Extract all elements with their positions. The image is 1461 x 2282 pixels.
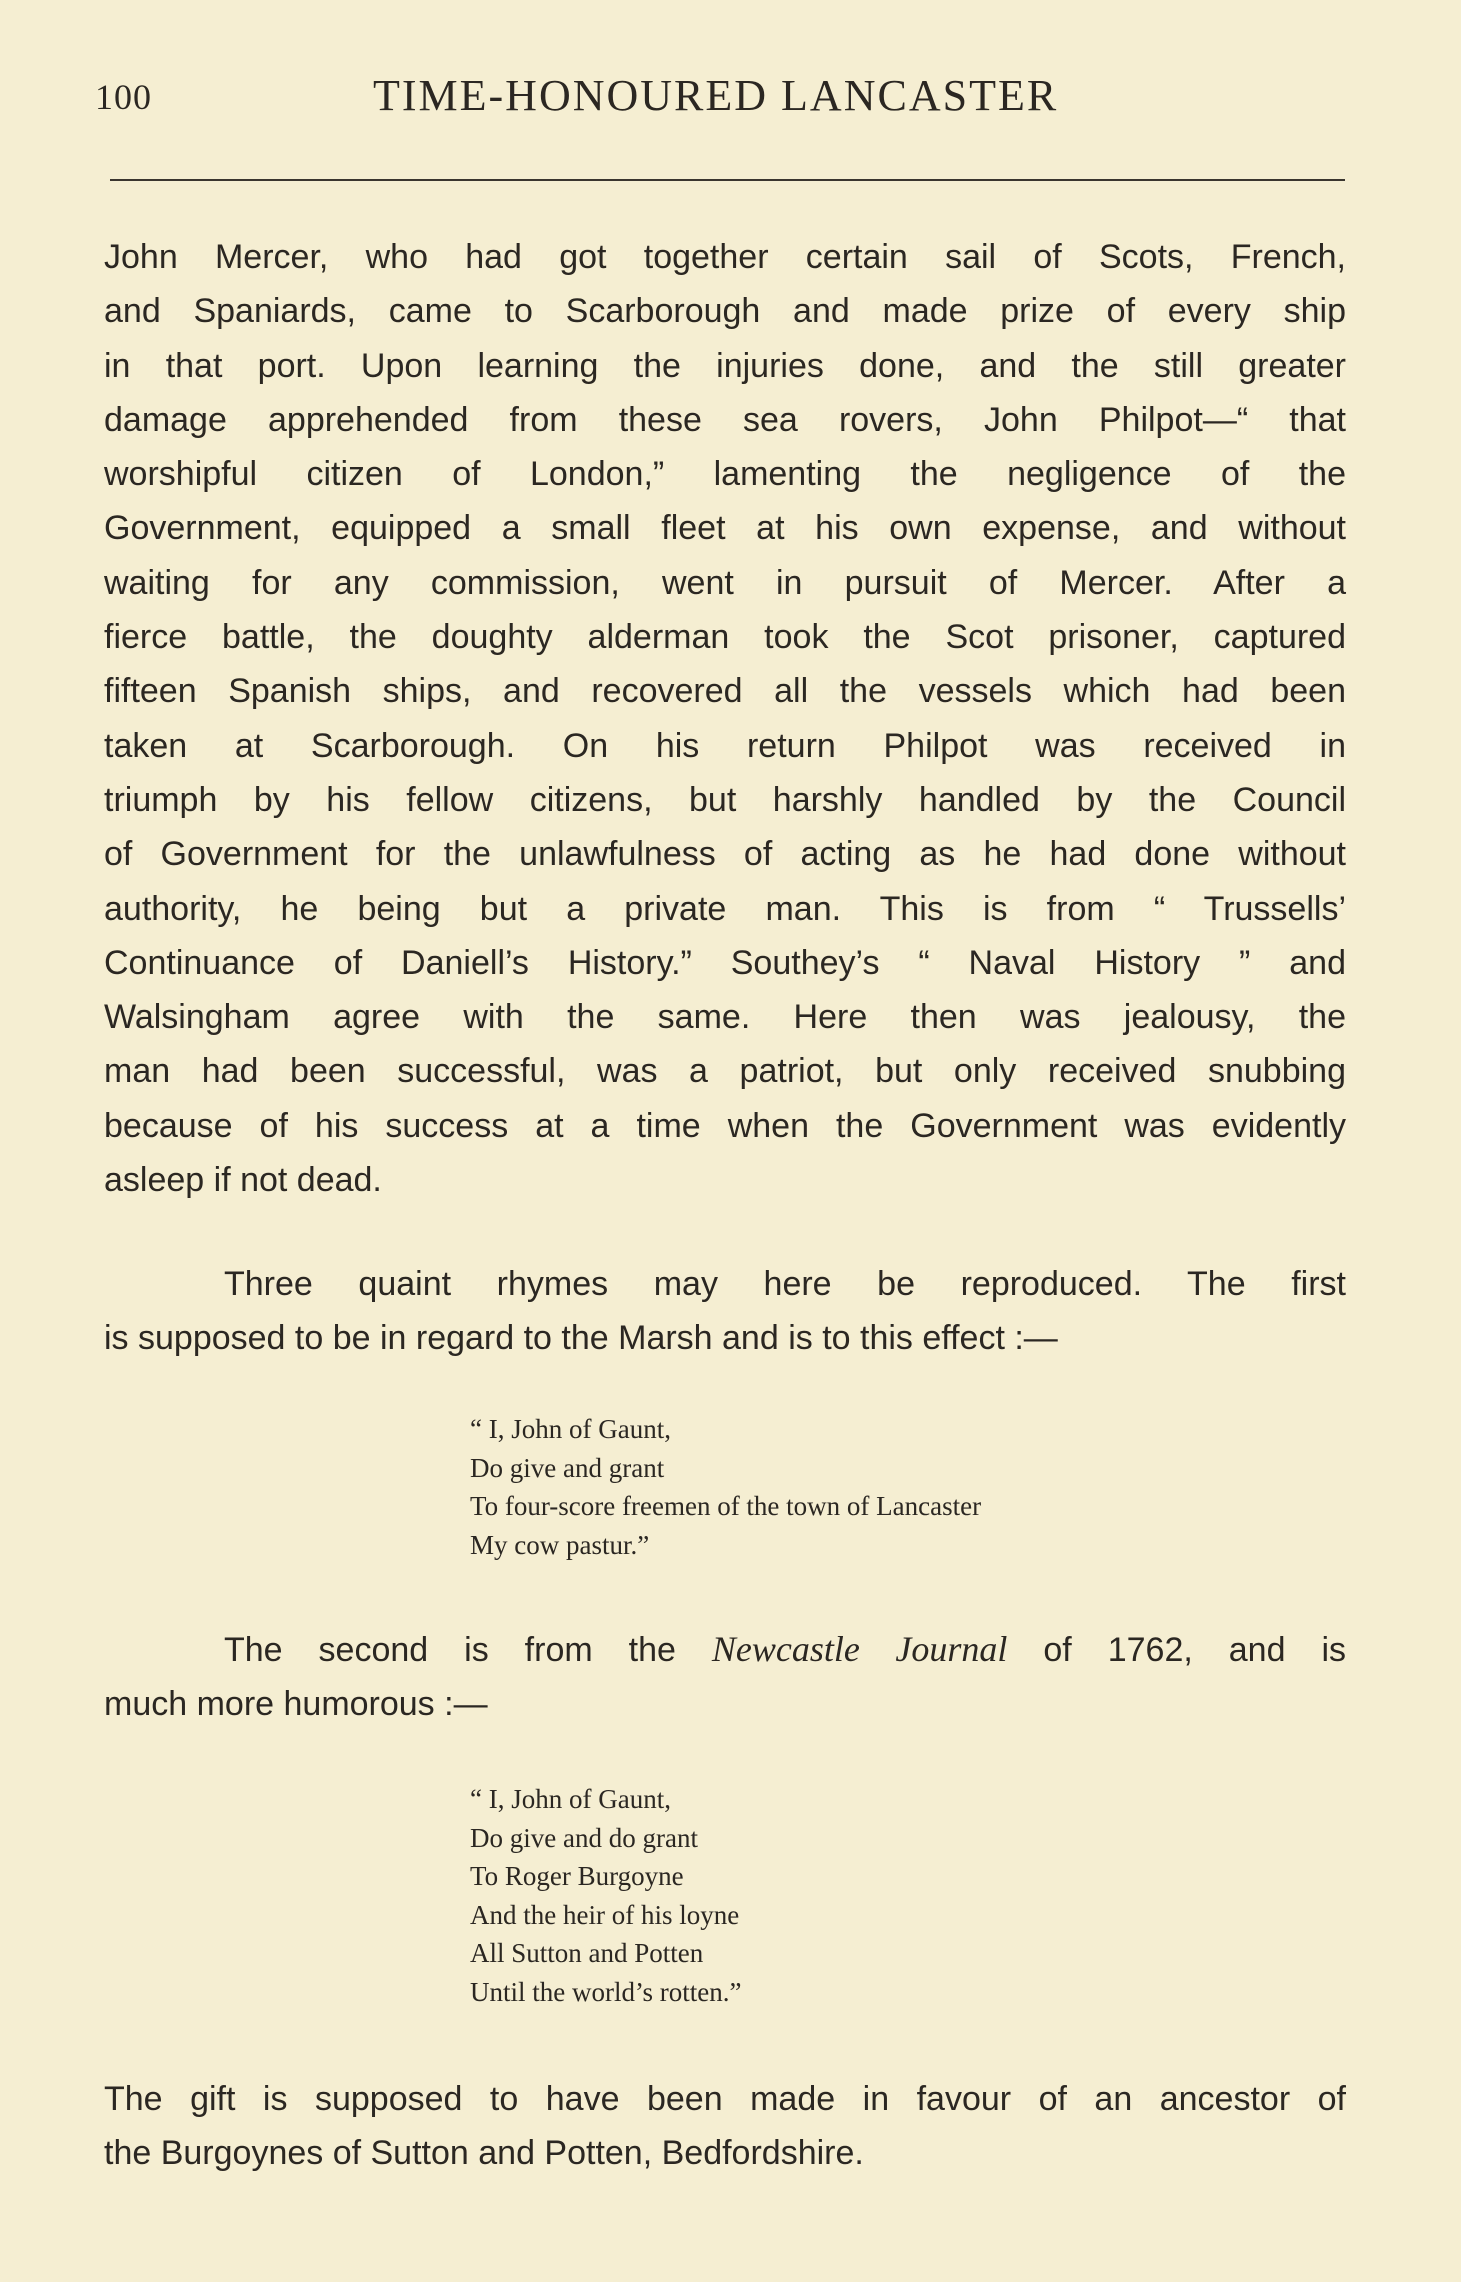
paragraph-second-rhyme (104, 1622, 1346, 1732)
text-line: asleep if not dead. (104, 1161, 382, 1200)
paragraph-gift (104, 2072, 1346, 2181)
text-line: damage apprehended from these sea rovers, John Philpot—“ that (104, 400, 1346, 439)
verse-roger-burgoyne (470, 1780, 741, 2011)
text-line: The gift is supposed to have been made in favour of an ancestor of (104, 2080, 1346, 2118)
text-line (104, 1622, 1346, 1677)
text-line: Continuance of Daniell’s History.” Southey’s “ Naval History ” and (104, 943, 1346, 982)
text-line: triumph by his fellow citizens, but harshly handled by the Council (104, 780, 1346, 819)
verse-line: Until the world’s rotten.” (470, 1976, 742, 2007)
text-line: much more humorous :— (104, 1685, 488, 1724)
page-number: 100 (95, 77, 152, 117)
verse-line: To four-score freemen of the town of Lancaster (470, 1491, 982, 1521)
text-line: and Spaniards, came to Scarborough and made prize of every ship (104, 292, 1346, 331)
text-line: is supposed to be in regard to the Marsh and is to this effect :— (104, 1319, 1058, 1358)
running-title: TIME-HONOURED LANCASTER (373, 71, 1059, 120)
text-line: authority, he being but a private man. This is from “ Trussells’ (104, 889, 1346, 928)
newspaper-title: Newcastle Journal (711, 1629, 1008, 1669)
verse-line: Do give and grant (470, 1452, 665, 1483)
text-line: of Government for the unlawfulness of acting as he had done without (104, 835, 1346, 874)
text-line: waiting for any commission, went in pursuit of Mercer. After a (104, 563, 1346, 602)
text-line: Three quaint rhymes may here be reproduced. The first (224, 1265, 1346, 1303)
text-line: because of his success at a time when the Government was evidently (104, 1106, 1346, 1145)
page-header (95, 70, 1345, 130)
paragraph-philpot (104, 230, 1346, 1207)
text-line: fierce battle, the doughty alderman took the Scot prisoner, captured (104, 618, 1346, 657)
text-line: taken at Scarborough. On his return Philpot was received in (104, 726, 1346, 765)
text-line: worshipful citizen of London,” lamenting the negligence of the (104, 455, 1346, 494)
text-line: man had been successful, was a patriot, but only received snubbing (104, 1052, 1346, 1091)
text-fragment: The second is from the (224, 1631, 676, 1669)
text-line: Government, equipped a small fleet at his own expense, and without (104, 509, 1346, 548)
text-line: Walsingham agree with the same. Here then was jealousy, the (104, 998, 1346, 1037)
verse-line: Do give and do grant (470, 1822, 698, 1853)
paragraph-rhymes-intro (104, 1257, 1346, 1366)
text-line: in that port. Upon learning the injuries done, and the still greater (104, 346, 1346, 385)
verse-line: “ I, John of Gaunt, (470, 1784, 671, 1814)
verse-line: “ I, John of Gaunt, (470, 1414, 671, 1444)
text-line: the Burgoynes of Sutton and Potten, Bedfordshire. (104, 2134, 864, 2173)
verse-line: All Sutton and Potten (470, 1938, 704, 1968)
text-fragment: of 1762, and is (1043, 1631, 1347, 1669)
text-line: John Mercer, who had got together certain sail of Scots, French, (104, 238, 1346, 276)
verse-line: And the heir of his loyne (470, 1899, 740, 1930)
verse-line: My cow pastur.” (470, 1529, 650, 1560)
text-line: fifteen Spanish ships, and recovered all the vessels which had been (104, 672, 1346, 711)
verse-cow-pastur (470, 1410, 981, 1564)
header-rule (110, 179, 1345, 181)
verse-line: To Roger Burgoyne (470, 1861, 684, 1891)
